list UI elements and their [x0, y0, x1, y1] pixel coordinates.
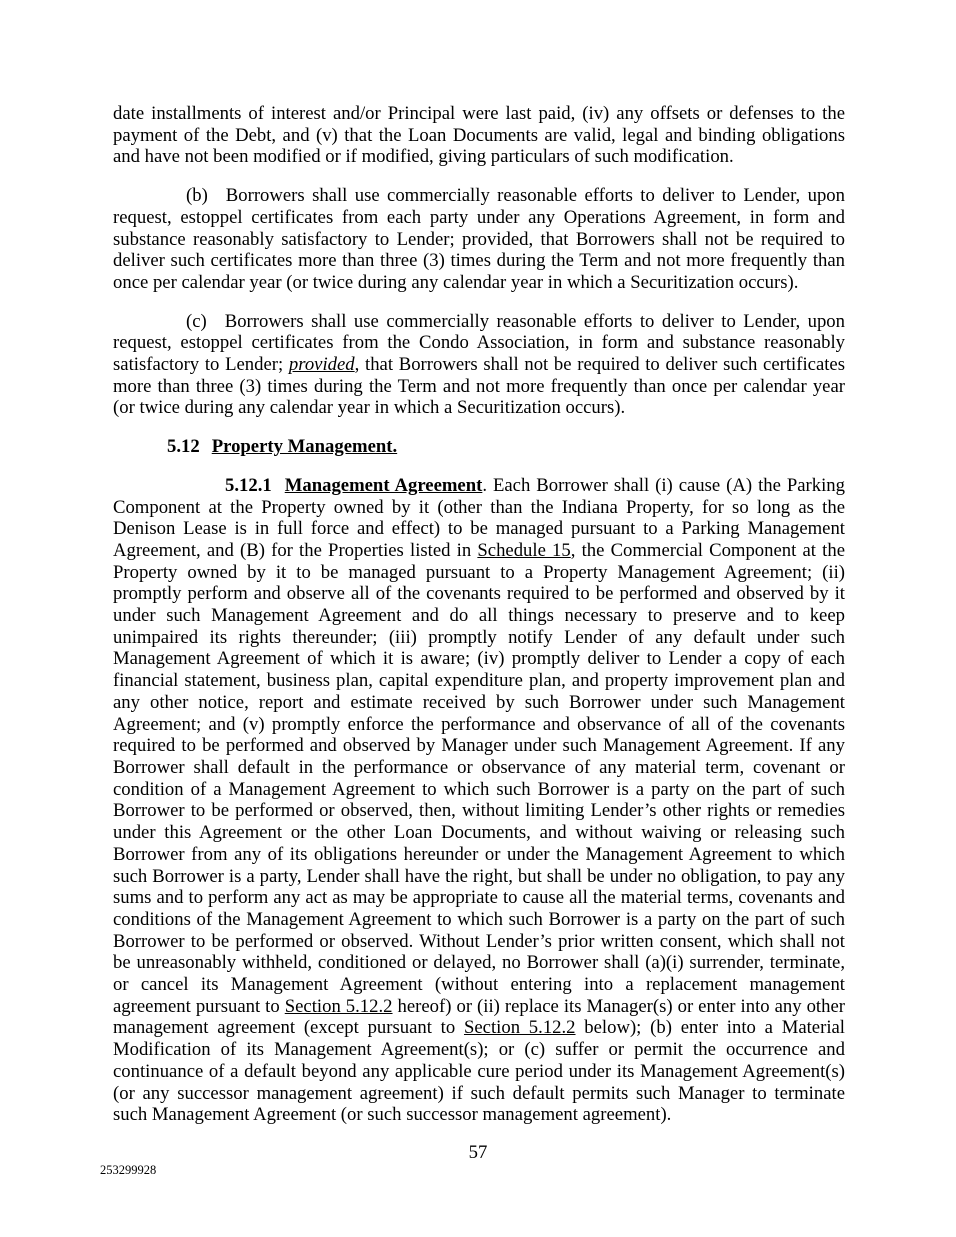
section-5-12-1-text-part-2: , the Commercial Component at the Property owned by it to be managed pursuant to a Property Management Agreement; (ii) promptly perform and observe all of the covenants required to be performed and observed by it under such Management Agreement and do all things necessary to preserve and to keep unimpaired its rights thereunder; (iii) promptly notify Lender of any default under such Management Agreement of which it is aware; (iv) promptly deliver to Lender a copy of each financial statement, business plan, capital expenditure plan, and property improvement plan and any other notice, report and estimate received by such Borrower under such Management Agreement; and (v) promptly enforce the performance and observance of all of the covenants required to be performed and observed by Manager under such Management Agreement. If any Borrower shall default in the performance or observance of any material term, covenant or condition of a Management Agreement to which such Borrower is a party on the part of such Borrower to be performed or observed, then, without limiting Lender’s other rights or remedies under this Agreement or the other Loan Documents, and without waiving or releasing such Borrower from any of its obligations hereunder or under the Management Agreement to which such Borrower is a party, Lender shall have the right, but shall be under no obligation, to pay any sums and to perform any act as may be appropriate to cause all the material terms, covenants and conditions of the Management Agreement to which such Borrower is a party on the part of such Borrower to be performed or observed. Without Lender’s prior written consent, which shall not be unreasonably withheld, conditioned or delayed, no Borrower shall (a)(i) surrender, terminate, or cancel its Management Agreement (without entering into a replacement management agreement pursuant to [113, 539, 845, 1017]
cross-reference-schedule-15: Schedule 15 [477, 539, 571, 561]
clause-c-paragraph [113, 311, 845, 420]
clause-c-text-part-1: Borrowers shall use commercially reasonable efforts to deliver to Lender, upon request, estoppel certificates from the Condo Association, in form and substance reasonably satisfactory to Lender; [113, 310, 845, 376]
section-5-12-1-text-part-3: hereof) or (ii) replace its Manager(s) or enter into any other management agreement (except pursuant to [113, 995, 845, 1039]
section-5-12-title: Property Management. [211, 436, 398, 458]
clause-b-paragraph [113, 185, 845, 294]
cross-reference-section-5-12-2-first: Section 5.12.2 [284, 995, 393, 1017]
clause-b-label: (b) [186, 185, 208, 207]
paragraph-continuation [113, 103, 845, 168]
page-number: 57 [468, 1142, 488, 1163]
section-5-12-heading [167, 436, 845, 458]
clause-c-provided-term: provided [288, 354, 355, 376]
section-5-12-1-number: 5.12.1 [225, 474, 272, 496]
section-5-12-number: 5.12 [167, 436, 200, 458]
section-5-12-1-paragraph [113, 475, 845, 1126]
section-5-12-1-text-part-4: below); (b) enter into a Material Modification of its Management Agreement(s); or (c) suffer or permit the occurrence and continuance of a default beyond any applicable cure period under its Management Agreement(s) (or any successor management agreement) if such default permits such Manager to terminate such Management Agreement (or such successor management agreement). [113, 1017, 845, 1126]
section-5-12-1-text-part-1: . Each Borrower shall (i) cause (A) the Parking Component at the Property owned by it (other than the Indiana Property, for so long as the Denison Lease is in full force and effect) to be managed pursuant to a Parking Management Agreement, and (B) for the Properties listed in [113, 474, 845, 561]
paragraph-continuation-text: date installments of interest and/or Principal were last paid, (iv) any offsets or defenses to the payment of the Debt, and (v) that the Loan Documents are valid, legal and binding obligations and have not been modified or if modified, giving particulars of such modification. [113, 103, 845, 168]
document-id-stamp: 253299928 [100, 1163, 157, 1177]
clause-b-text: Borrowers shall use commercially reasonable efforts to deliver to Lender, upon request, estoppel certificates from each party under any Operations Agreement, in form and substance reasonably satisfactory to Lender; provided, that Borrowers shall not be required to deliver such certificates more than three (3) times during the Term and not more frequently than once per calendar year (or twice during any calendar year in which a Securitization occurs). [113, 185, 845, 293]
clause-c-text-part-2: , that Borrowers shall not be required to deliver such certificates more than three (3) times during the Term and not more frequently than once per calendar year (or twice during any calendar year in which a Securitization occurs). [113, 354, 845, 419]
cross-reference-section-5-12-2-second: Section 5.12.2 [463, 1017, 576, 1039]
clause-c-label: (c) [186, 310, 207, 332]
section-5-12-1-title: Management Agreement [284, 474, 483, 496]
